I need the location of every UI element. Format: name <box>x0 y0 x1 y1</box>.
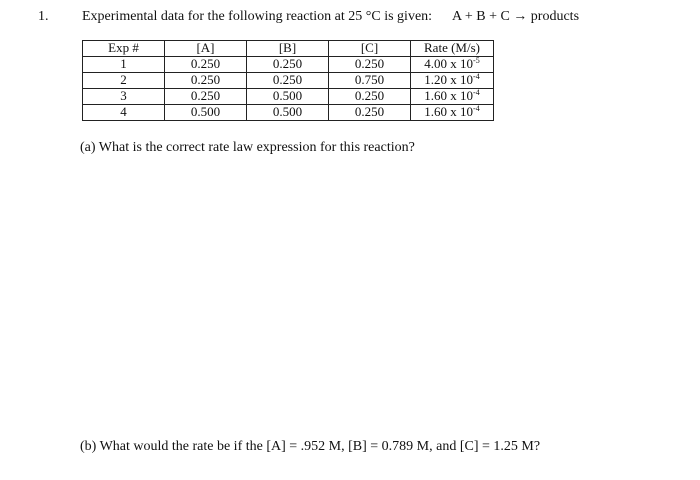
cell-a: 0.250 <box>165 89 247 105</box>
cell-b: 0.250 <box>247 73 329 89</box>
cell-c: 0.250 <box>329 57 411 73</box>
reaction-equation: A + B + C → products <box>452 9 580 24</box>
question-number: 1. <box>38 9 49 24</box>
rate-mantissa: 1.60 x 10 <box>424 104 474 120</box>
rate-data-table <box>82 40 494 121</box>
header-a: [A] <box>165 41 247 57</box>
cell-b: 0.500 <box>247 105 329 121</box>
cell-rate <box>411 105 494 121</box>
table-row <box>83 105 494 121</box>
header-exp: Exp # <box>83 41 165 57</box>
table-header-row <box>83 41 494 57</box>
rate-mantissa: 1.60 x 10 <box>424 88 474 104</box>
cell-a: 0.500 <box>165 105 247 121</box>
cell-exp: 1 <box>83 57 165 73</box>
cell-a: 0.250 <box>165 57 247 73</box>
rate-exponent: -4 <box>473 72 480 82</box>
cell-c: 0.250 <box>329 105 411 121</box>
cell-exp: 4 <box>83 105 165 121</box>
table-row <box>83 89 494 105</box>
rate-exponent: -5 <box>473 56 480 66</box>
cell-c: 0.750 <box>329 73 411 89</box>
cell-rate <box>411 89 494 105</box>
header-b: [B] <box>247 41 329 57</box>
rate-mantissa: 1.20 x 10 <box>424 72 474 88</box>
cell-exp: 3 <box>83 89 165 105</box>
cell-rate <box>411 57 494 73</box>
table-row <box>83 57 494 73</box>
cell-rate <box>411 73 494 89</box>
rate-exponent: -4 <box>473 104 480 114</box>
header-rate: Rate (M/s) <box>411 41 494 57</box>
cell-b: 0.250 <box>247 57 329 73</box>
rate-mantissa: 4.00 x 10 <box>424 56 474 72</box>
header-c: [C] <box>329 41 411 57</box>
cell-b: 0.500 <box>247 89 329 105</box>
table-row <box>83 73 494 89</box>
cell-exp: 2 <box>83 73 165 89</box>
part-a-question: (a) What is the correct rate law expression for this reaction? <box>80 140 415 155</box>
cell-a: 0.250 <box>165 73 247 89</box>
cell-c: 0.250 <box>329 89 411 105</box>
part-b-question: (b) What would the rate be if the [A] = .952 M, [B] = 0.789 M, and [C] = 1.25 M? <box>80 439 541 454</box>
rate-exponent: -4 <box>473 88 480 98</box>
question-intro: Experimental data for the following reaction at 25 °C is given: <box>82 9 433 24</box>
